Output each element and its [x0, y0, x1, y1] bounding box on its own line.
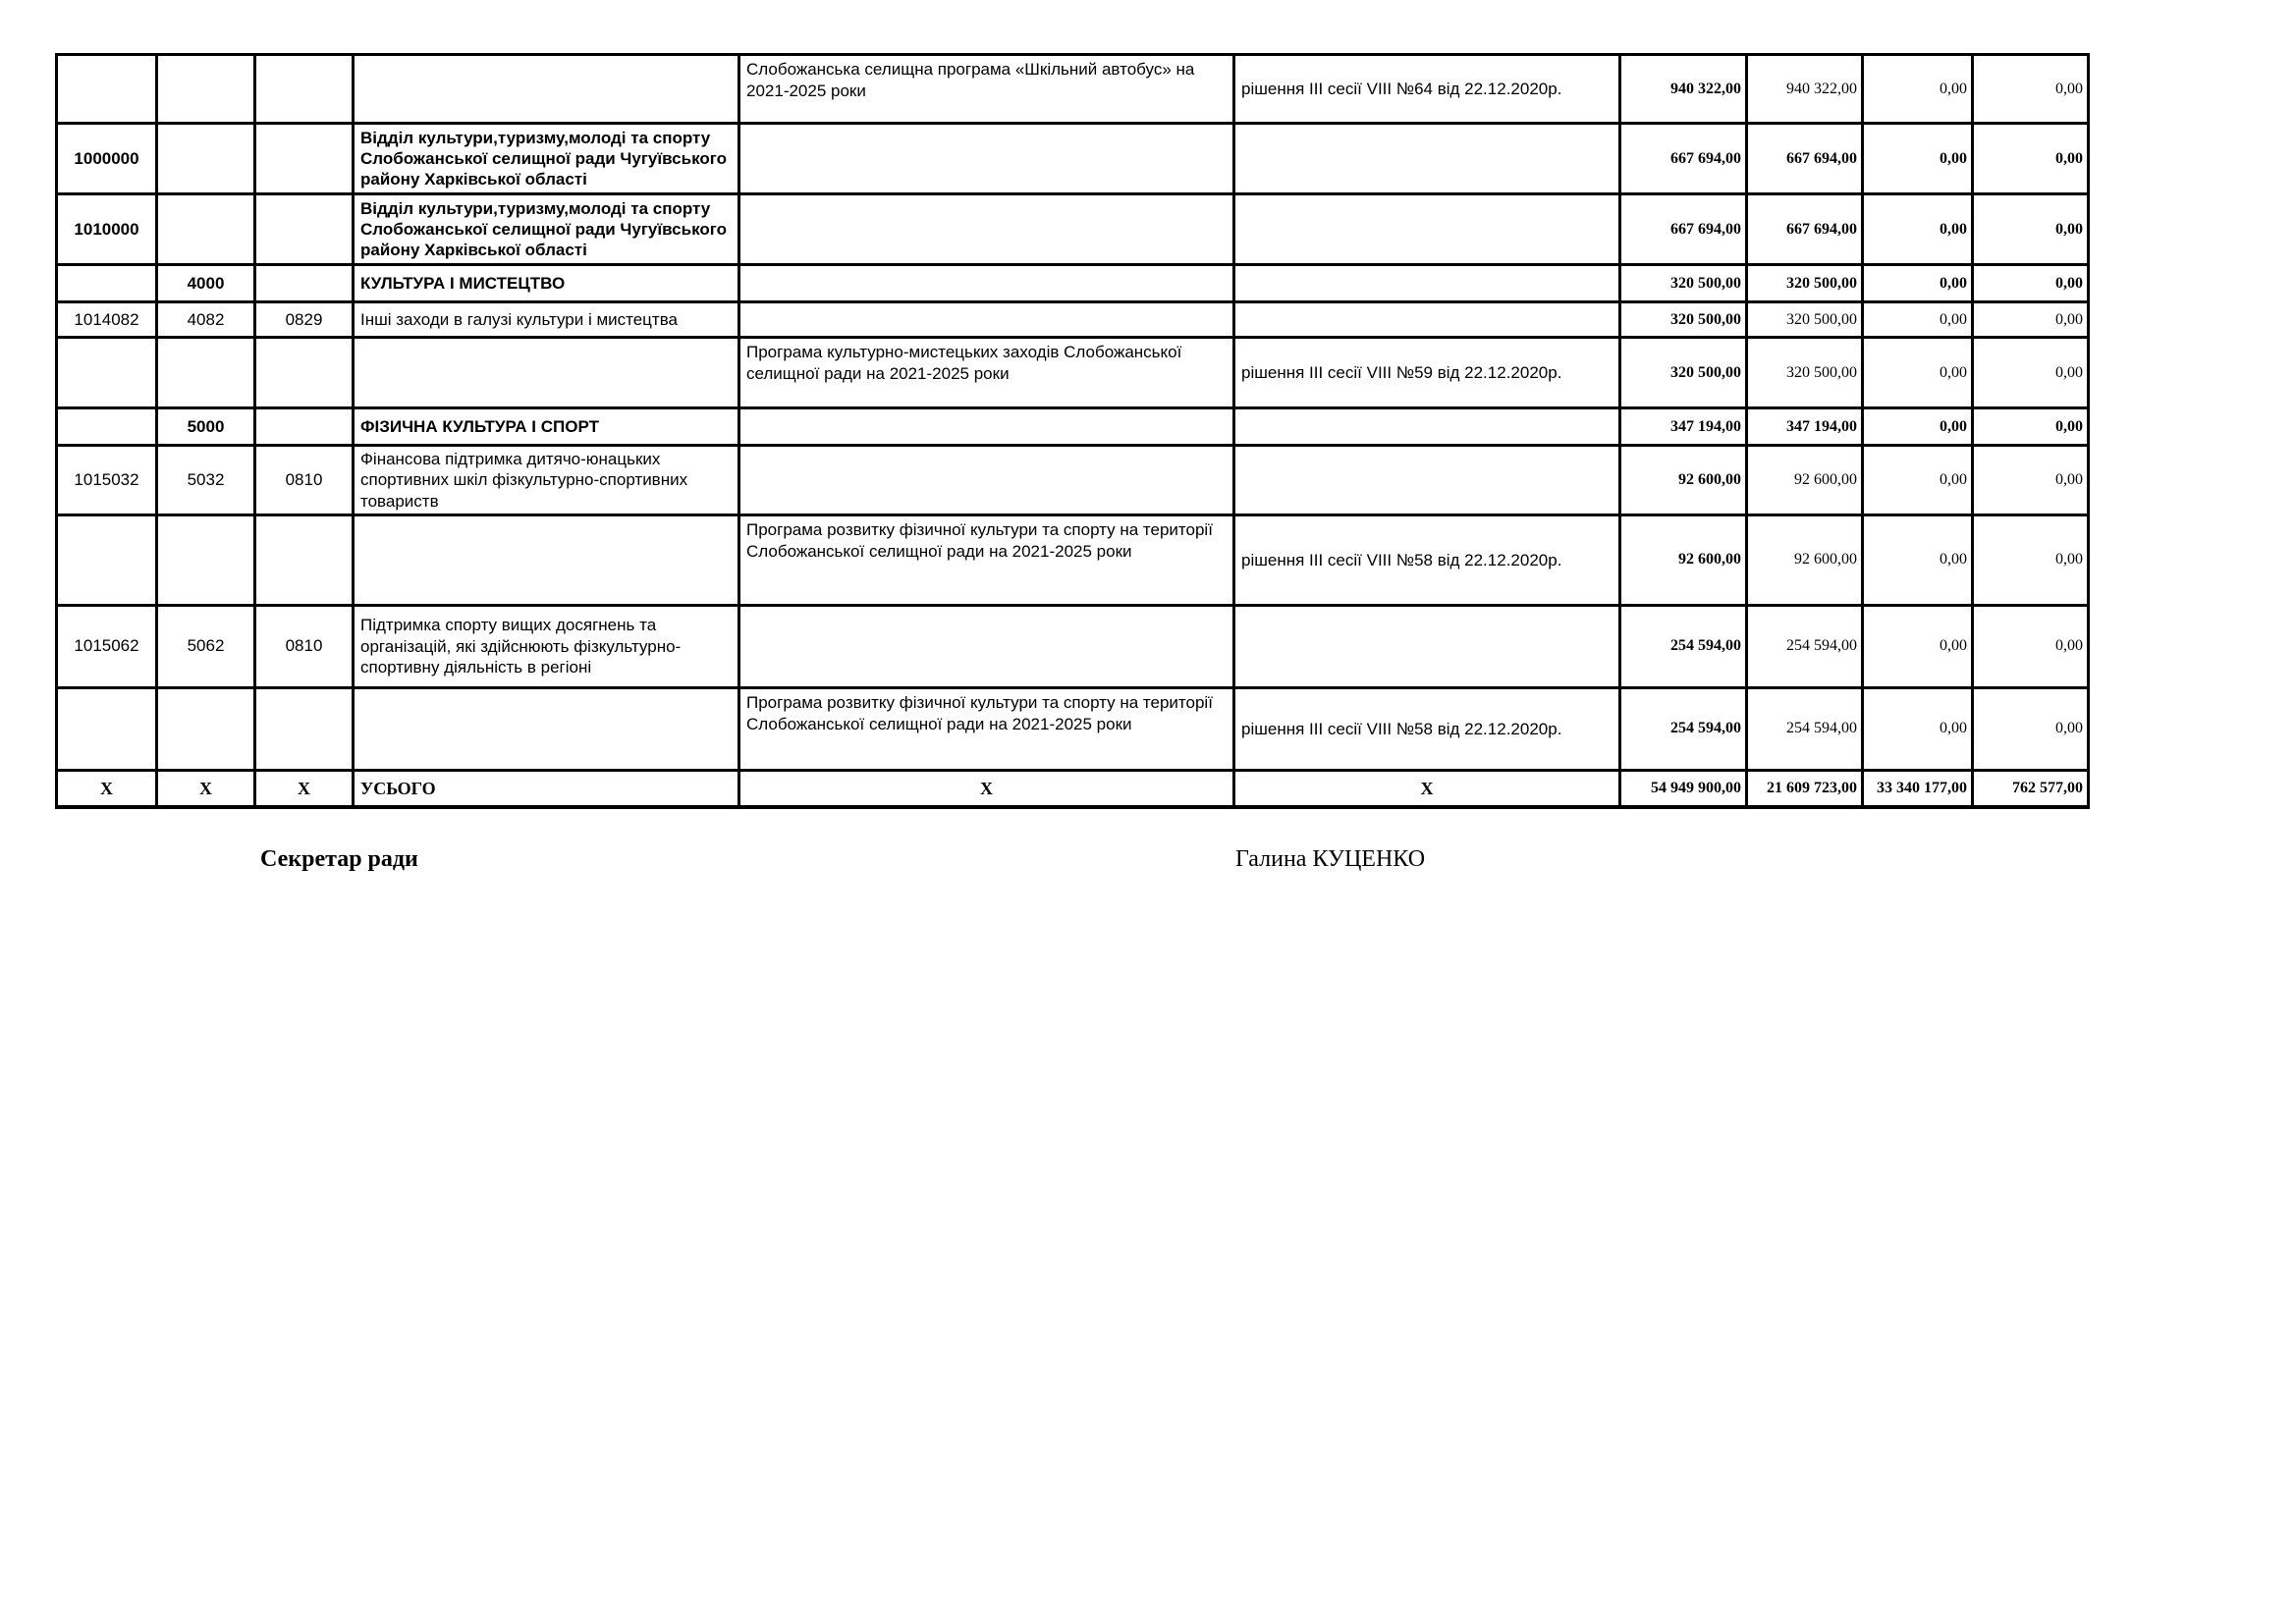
cell-code-program: 1015032: [57, 446, 157, 515]
cell-amount-total: 254 594,00: [1620, 605, 1747, 687]
cell-code-tpkvk: X: [157, 770, 255, 807]
cell-program-name: X: [739, 770, 1234, 807]
cell-amount-special-fund: 0,00: [1863, 124, 1973, 194]
cell-name: Відділ культури,туризму,молоді та спорту Слобожанської селищної ради Чугуївського району Харківської області: [354, 194, 739, 265]
cell-decision: [1234, 408, 1620, 446]
table-row: [57, 446, 2089, 515]
cell-program-name: [739, 194, 1234, 265]
cell-amount-total: 320 500,00: [1620, 265, 1747, 302]
cell-code-program: 1014082: [57, 302, 157, 338]
cell-amount-development: 0,00: [1973, 408, 2089, 446]
cell-decision: X: [1234, 770, 1620, 807]
cell-name: КУЛЬТУРА І МИСТЕЦТВО: [354, 265, 739, 302]
cell-decision: [1234, 124, 1620, 194]
cell-code-program: 1015062: [57, 605, 157, 687]
cell-code-fk: [255, 265, 354, 302]
cell-code-fk: 0829: [255, 302, 354, 338]
cell-name: [354, 55, 739, 124]
table-row: [57, 687, 2089, 770]
cell-amount-general-fund: 254 594,00: [1747, 687, 1863, 770]
cell-code-fk: [255, 514, 354, 605]
cell-name: [354, 687, 739, 770]
cell-program-name: Слобожанська селищна програма «Шкільний автобус» на 2021-2025 роки: [739, 55, 1234, 124]
table-row: [57, 124, 2089, 194]
cell-code-tpkvk: 5062: [157, 605, 255, 687]
cell-code-fk: 0810: [255, 446, 354, 515]
budget-table-body: [57, 55, 2089, 808]
cell-program-name: Програма культурно-мистецьких заходів Слобожанської селищної ради на 2021-2025 роки: [739, 338, 1234, 408]
cell-amount-total: 254 594,00: [1620, 687, 1747, 770]
cell-amount-development: 0,00: [1973, 55, 2089, 124]
table-row: [57, 55, 2089, 124]
cell-code-program: [57, 338, 157, 408]
cell-amount-general-fund: 21 609 723,00: [1747, 770, 1863, 807]
cell-amount-special-fund: 0,00: [1863, 55, 1973, 124]
cell-code-program: [57, 687, 157, 770]
cell-code-tpkvk: [157, 338, 255, 408]
cell-code-tpkvk: 4000: [157, 265, 255, 302]
cell-amount-special-fund: 0,00: [1863, 514, 1973, 605]
cell-code-tpkvk: [157, 55, 255, 124]
cell-name: Підтримка спорту вищих досягнень та організацій, які здійснюють фізкультурно-спортивну діяльність в регіоні: [354, 605, 739, 687]
cell-amount-general-fund: 320 500,00: [1747, 302, 1863, 338]
cell-amount-special-fund: 33 340 177,00: [1863, 770, 1973, 807]
cell-amount-development: 0,00: [1973, 302, 2089, 338]
cell-amount-special-fund: 0,00: [1863, 302, 1973, 338]
cell-name: Інші заходи в галузі культури і мистецтва: [354, 302, 739, 338]
cell-amount-special-fund: 0,00: [1863, 446, 1973, 515]
cell-code-program: 1010000: [57, 194, 157, 265]
signature-role: Секретар ради: [260, 846, 418, 872]
cell-amount-total: 92 600,00: [1620, 514, 1747, 605]
cell-amount-special-fund: 0,00: [1863, 265, 1973, 302]
cell-decision: [1234, 265, 1620, 302]
cell-amount-general-fund: 320 500,00: [1747, 338, 1863, 408]
cell-name: УСЬОГО: [354, 770, 739, 807]
cell-code-fk: [255, 338, 354, 408]
cell-amount-general-fund: 320 500,00: [1747, 265, 1863, 302]
cell-amount-development: 0,00: [1973, 194, 2089, 265]
cell-amount-general-fund: 92 600,00: [1747, 514, 1863, 605]
cell-amount-total: 320 500,00: [1620, 338, 1747, 408]
cell-amount-general-fund: 92 600,00: [1747, 446, 1863, 515]
cell-amount-general-fund: 667 694,00: [1747, 124, 1863, 194]
cell-amount-development: 0,00: [1973, 124, 2089, 194]
cell-name: Фінансова підтримка дитячо-юнацьких спортивних шкіл фізкультурно-спортивних товариств: [354, 446, 739, 515]
cell-program-name: [739, 605, 1234, 687]
cell-amount-total: 92 600,00: [1620, 446, 1747, 515]
cell-program-name: Програма розвитку фізичної культури та спорту на території Слобожанської селищної ради на 2021-2025 роки: [739, 687, 1234, 770]
cell-code-tpkvk: [157, 514, 255, 605]
table-row: [57, 770, 2089, 807]
cell-amount-special-fund: 0,00: [1863, 408, 1973, 446]
cell-amount-special-fund: 0,00: [1863, 338, 1973, 408]
cell-code-program: [57, 55, 157, 124]
cell-name: [354, 514, 739, 605]
cell-amount-development: 0,00: [1973, 338, 2089, 408]
cell-code-fk: [255, 55, 354, 124]
cell-amount-special-fund: 0,00: [1863, 687, 1973, 770]
cell-amount-special-fund: 0,00: [1863, 194, 1973, 265]
cell-amount-development: 0,00: [1973, 687, 2089, 770]
cell-amount-general-fund: 347 194,00: [1747, 408, 1863, 446]
cell-decision: рішення III сесії VIII №59 від 22.12.2020р.: [1234, 338, 1620, 408]
cell-decision: [1234, 194, 1620, 265]
cell-amount-general-fund: 667 694,00: [1747, 194, 1863, 265]
cell-code-fk: [255, 687, 354, 770]
cell-amount-development: 0,00: [1973, 446, 2089, 515]
cell-name: ФІЗИЧНА КУЛЬТУРА І СПОРТ: [354, 408, 739, 446]
cell-code-tpkvk: [157, 687, 255, 770]
cell-program-name: [739, 408, 1234, 446]
table-row: [57, 514, 2089, 605]
cell-code-tpkvk: 5032: [157, 446, 255, 515]
cell-decision: [1234, 605, 1620, 687]
cell-decision: рішення III сесії VIII №64 від 22.12.2020р.: [1234, 55, 1620, 124]
cell-amount-total: 667 694,00: [1620, 194, 1747, 265]
cell-code-program: [57, 265, 157, 302]
table-row: [57, 265, 2089, 302]
cell-code-fk: X: [255, 770, 354, 807]
cell-program-name: [739, 446, 1234, 515]
table-row: [57, 408, 2089, 446]
cell-amount-development: 762 577,00: [1973, 770, 2089, 807]
cell-code-tpkvk: 5000: [157, 408, 255, 446]
table-row: [57, 194, 2089, 265]
cell-decision: рішення III сесії VIII №58 від 22.12.2020р.: [1234, 514, 1620, 605]
cell-decision: [1234, 446, 1620, 515]
table-row: [57, 302, 2089, 338]
cell-program-name: Програма розвитку фізичної культури та спорту на території Слобожанської селищної ради на 2021-2025 роки: [739, 514, 1234, 605]
cell-amount-development: 0,00: [1973, 605, 2089, 687]
cell-amount-total: 320 500,00: [1620, 302, 1747, 338]
table-row: [57, 338, 2089, 408]
cell-code-program: X: [57, 770, 157, 807]
cell-code-program: [57, 514, 157, 605]
cell-amount-development: 0,00: [1973, 265, 2089, 302]
cell-decision: рішення III сесії VIII №58 від 22.12.2020р.: [1234, 687, 1620, 770]
cell-code-tpkvk: [157, 194, 255, 265]
cell-code-program: [57, 408, 157, 446]
cell-decision: [1234, 302, 1620, 338]
cell-amount-general-fund: 254 594,00: [1747, 605, 1863, 687]
cell-name: Відділ культури,туризму,молоді та спорту Слобожанської селищної ради Чугуївського району Харківської області: [354, 124, 739, 194]
cell-code-fk: [255, 194, 354, 265]
table-row: [57, 605, 2089, 687]
cell-code-fk: [255, 408, 354, 446]
cell-program-name: [739, 265, 1234, 302]
cell-amount-total: 667 694,00: [1620, 124, 1747, 194]
budget-table-container: [55, 53, 2090, 809]
budget-table: [55, 53, 2090, 809]
cell-amount-special-fund: 0,00: [1863, 605, 1973, 687]
cell-amount-total: 940 322,00: [1620, 55, 1747, 124]
cell-code-program: 1000000: [57, 124, 157, 194]
signature-name: Галина КУЦЕНКО: [1235, 846, 1426, 872]
cell-name: [354, 338, 739, 408]
cell-code-tpkvk: 4082: [157, 302, 255, 338]
cell-amount-total: 54 949 900,00: [1620, 770, 1747, 807]
cell-amount-development: 0,00: [1973, 514, 2089, 605]
signature-block: [0, 846, 2296, 880]
cell-code-tpkvk: [157, 124, 255, 194]
cell-amount-general-fund: 940 322,00: [1747, 55, 1863, 124]
cell-code-fk: [255, 124, 354, 194]
cell-amount-total: 347 194,00: [1620, 408, 1747, 446]
cell-code-fk: 0810: [255, 605, 354, 687]
cell-program-name: [739, 302, 1234, 338]
cell-program-name: [739, 124, 1234, 194]
